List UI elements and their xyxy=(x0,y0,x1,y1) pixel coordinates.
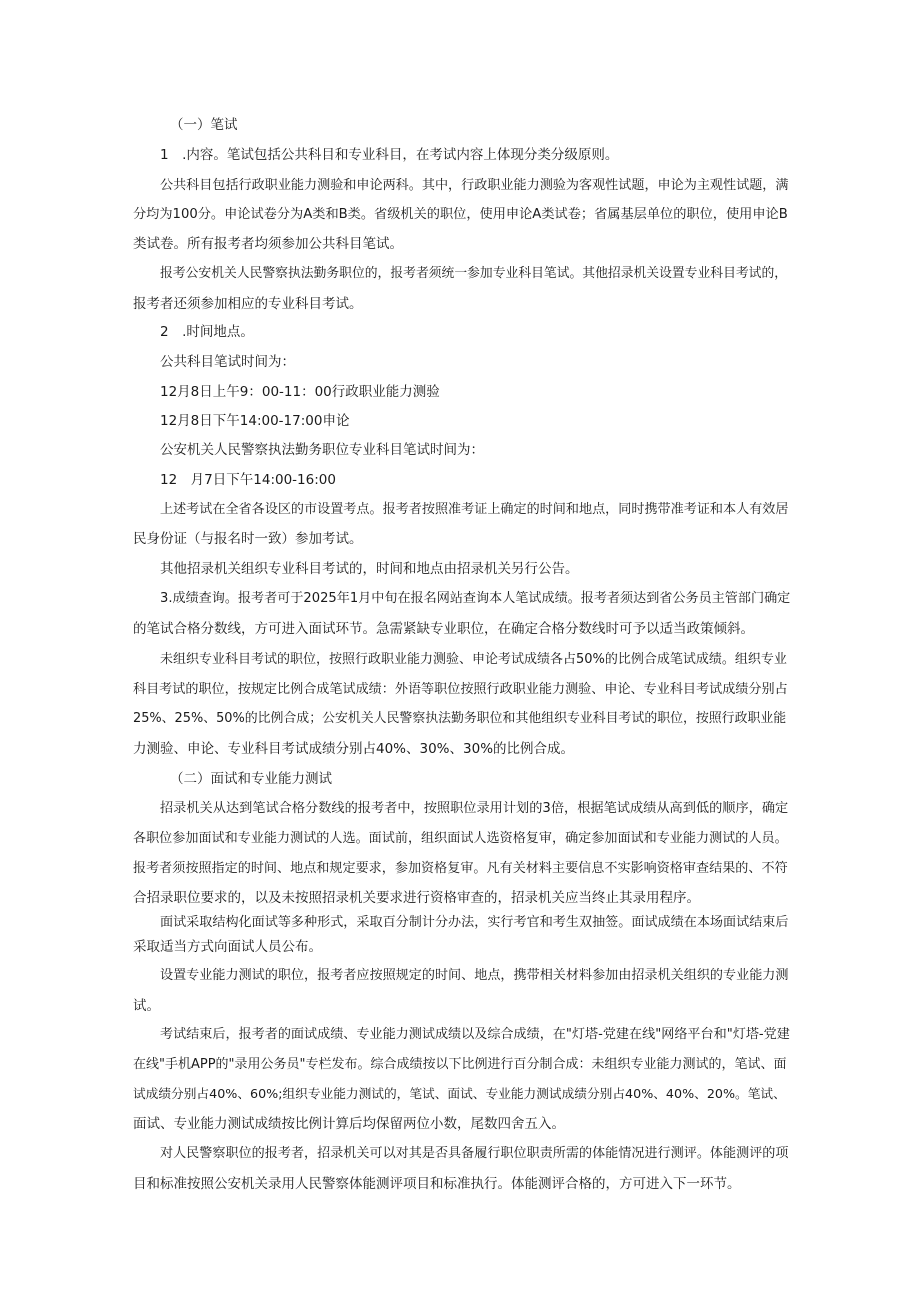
paragraph-line: 招录机关从达到笔试合格分数线的报考者中，按照职位录用计划的3倍，根据笔试成绩从高到低的顺序，确定 xyxy=(160,801,789,816)
paragraph-line: 在线"手机APP的"录用公务员"专栏发布。综合成绩按以下比例进行百分制合成：未组织专业能力测试的，笔试、面 xyxy=(133,1057,787,1072)
paragraph-line: 12月8日上午9：00-11：00行政职业能力测验 xyxy=(160,384,440,400)
paragraph-line: 公共科目笔试时间为： xyxy=(160,354,295,370)
paragraph-line: 未组织专业科目考试的职位，按照行政职业能力测验、申论考试成绩各占50%的比例合成笔试成绩。组织专业 xyxy=(160,652,787,667)
paragraph-line: 采取适当方式向面试人员公布。 xyxy=(133,939,322,955)
paragraph-line: 力测验、申论、专业科目考试成绩分别占40%、30%、30%的比例合成。 xyxy=(133,741,575,757)
paragraph-line: 2 .时间地点。 xyxy=(160,324,254,340)
paragraph-line: 其他招录机关组织专业科目考试的，时间和地点由招录机关另行公告。 xyxy=(160,561,579,577)
paragraph-line: 设置专业能力测试的职位，报考者应按照规定的时间、地点，携带相关材料参加由招录机关组织的专业能力测 xyxy=(160,968,789,983)
paragraph-line: 12 月7日下午14:00-16:00 xyxy=(160,472,336,488)
paragraph-line: 25%、25%、50%的比例合成；公安机关人民警察执法勤务职位和其他组织专业科目考试的职位，按照行政职业能 xyxy=(133,711,787,726)
paragraph-line: 的笔试合格分数线，方可进入面试环节。急需紧缺专业职位，在确定合格分数线时可予以适当政策倾斜。 xyxy=(133,621,754,637)
paragraph-line: 面试、专业能力测试成绩按比例计算后均保留两位小数，尾数四舍五入。 xyxy=(133,1116,565,1132)
paragraph-line: 试。 xyxy=(133,998,160,1014)
section-heading-interview: （二）面试和专业能力测试 xyxy=(170,771,332,787)
paragraph-line: 公安机关人民警察执法勤务职位专业科目笔试时间为： xyxy=(160,442,484,458)
paragraph-line: 考试结束后，报考者的面试成绩、专业能力测试成绩以及综合成绩，在"灯塔-党建在线"网络平台和"灯塔-党建 xyxy=(160,1027,790,1042)
section-heading-written-exam: （一）笔试 xyxy=(170,117,238,133)
paragraph-line: 试成绩分别占40%、60%;组织专业能力测试的，笔试、面试、专业能力测试成绩分别占40%、40%、20%。笔试、 xyxy=(133,1086,786,1101)
paragraph-line: 科目考试的职位，按规定比例合成笔试成绩：外语等职位按照行政职业能力测验、申论、专业科目考试成绩分别占 xyxy=(133,682,788,697)
paragraph-line: 3.成绩查询。报考者可于2025年1月中旬在报名网站查询本人笔试成绩。报考者须达到省公务员主管部门确定 xyxy=(160,591,791,606)
paragraph-line: 类试卷。所有报考者均须参加公共科目笔试。 xyxy=(133,236,403,252)
paragraph-line: 民身份证（与报名时一致）参加考试。 xyxy=(133,531,363,547)
paragraph-line: 上述考试在全省各设区的市设置考点。报考者按照准考证上确定的时间和地点，同时携带准考证和本人有效居 xyxy=(160,502,789,517)
paragraph-line: 目和标准按照公安机关录用人民警察体能测评项目和标准执行。体能测评合格的，方可进入下一环节。 xyxy=(133,1176,741,1192)
paragraph-line: 12月8日下午14:00-17:00申论 xyxy=(160,413,350,429)
paragraph-line: 1 .内容。笔试包括公共科目和专业科目，在考试内容上体现分类分级原则。 xyxy=(160,147,619,163)
paragraph-line: 面试采取结构化面试等多种形式，采取百分制计分办法，实行考官和考生双抽签。面试成绩在本场面试结束后 xyxy=(160,915,789,930)
paragraph-line: 公共科目包括行政职业能力测验和申论两科。其中，行政职业能力测验为客观性试题，申论为主观性试题，满 xyxy=(160,178,789,193)
paragraph-line: 对人民警察职位的报考者，招录机关可以对其是否具备履行职位职责所需的体能情况进行测评。体能测评的项 xyxy=(160,1146,789,1161)
paragraph-line: 报考公安机关人民警察执法勤务职位的，报考者须统一参加专业科目笔试。其他招录机关设置专业科目考试的， xyxy=(160,266,788,281)
paragraph-line: 报考者须按照指定的时间、地点和规定要求，参加资格复审。凡有关材料主要信息不实影响资格审查结果的、不符 xyxy=(133,861,788,876)
paragraph-line: 各职位参加面试和专业能力测试的人选。面试前，组织面试人选资格复审，确定参加面试和专业能力测试的人员。 xyxy=(133,831,788,846)
paragraph-line: 分均为100分。申论试卷分为A类和B类。省级机关的职位，使用申论A类试卷；省属基层单位的职位，使用申论B xyxy=(133,207,788,222)
paragraph-line: 合招录职位要求的，以及未按照招录机关要求进行资格审查的，招录机关应当终止其录用程序。 xyxy=(133,890,700,906)
paragraph-line: 报考者还须参加相应的专业科目考试。 xyxy=(133,296,363,312)
